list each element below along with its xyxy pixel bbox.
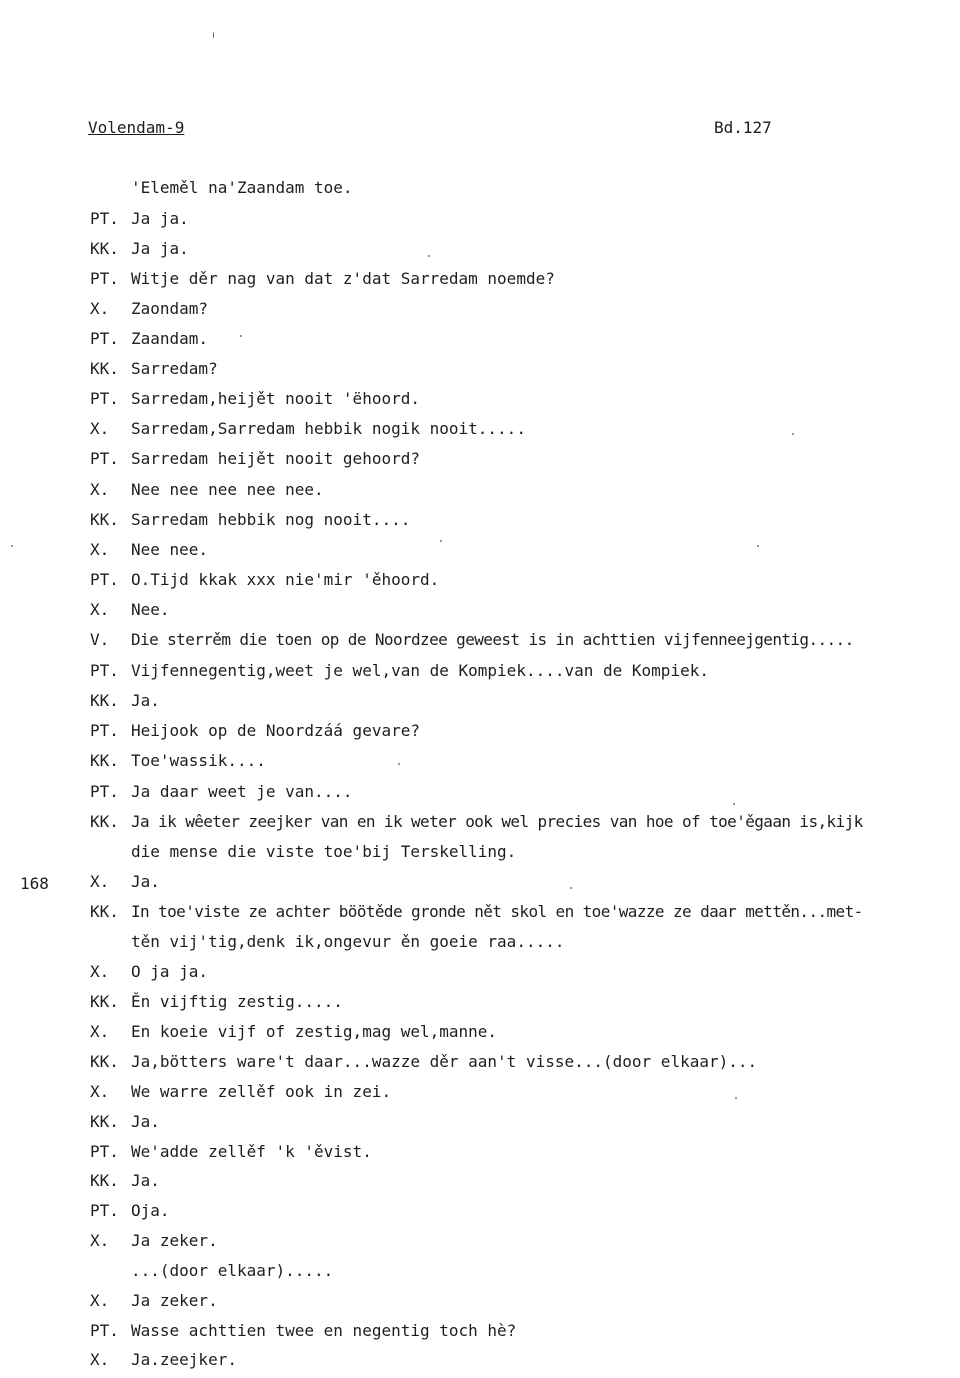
speaker-label: X. (90, 1082, 110, 1101)
speaker-label: X. (90, 540, 110, 559)
speaker-label: KK. (90, 1171, 119, 1190)
utterance-text: Witje děr nag van dat z'dat Sarredam noemde? (131, 269, 555, 288)
utterance-text: Ja ik wêeter zeejker van en ik weter ook wel precies van hoe of toe'ěgaan is,kijk (131, 812, 863, 831)
speaker-label: KK. (90, 751, 119, 770)
utterance-text: Oja. (131, 1201, 170, 1220)
speaker-label: X. (90, 1291, 110, 1310)
speaker-label: X. (90, 480, 110, 499)
scan-speck (11, 545, 13, 547)
scan-speck (792, 433, 794, 435)
utterance-text: Sarredam hebbik nog nooit.... (131, 510, 411, 529)
utterance-text: Ja.zeejker. (131, 1350, 237, 1369)
speaker-label: PT. (90, 1321, 119, 1340)
scan-speck (240, 335, 242, 337)
scan-speck (570, 887, 572, 889)
speaker-label: KK. (90, 691, 119, 710)
utterance-text: Sarredam,Sarredam hebbik nogik nooit..... (131, 419, 526, 438)
utterance-text: Ja. (131, 1171, 160, 1190)
utterance-text: In toe'viste ze achter böötěde gronde nět skol en toe'wazze ze daar mettěn...met- (131, 902, 863, 921)
utterance-text: We'adde zellěf 'k 'ěvist. (131, 1142, 372, 1161)
utterance-text: Zaandam. (131, 329, 209, 348)
utterance-text: We warre zellěf ook in zei. (131, 1082, 392, 1101)
speaker-label: X. (90, 1231, 110, 1250)
speaker-label: PT. (90, 570, 119, 589)
utterance-text: die mense die viste toe'bij Terskelling. (131, 842, 517, 861)
speaker-label: X. (90, 600, 110, 619)
speaker-label: PT. (90, 1201, 119, 1220)
utterance-text: ...(door elkaar)..... (131, 1261, 334, 1280)
speaker-label: KK. (90, 1112, 119, 1131)
speaker-label: PT. (90, 782, 119, 801)
scan-speck (213, 32, 214, 38)
utterance-text: Die sterrěm die toen op de Noordzee geweest is in achttien vijfenneejgentig..... (131, 630, 854, 649)
utterance-text: Nee nee. (131, 540, 209, 559)
utterance-text: Ěn vijftig zestig..... (131, 992, 343, 1011)
speaker-label: PT. (90, 661, 119, 680)
utterance-text: Zaondam? (131, 299, 209, 318)
margin-number: 168 (20, 874, 49, 893)
utterance-text: Ja daar weet je van.... (131, 782, 353, 801)
utterance-text: těn vij'tig,denk ik,ongevur ěn goeie raa..... (131, 932, 565, 951)
utterance-text: Ja. (131, 691, 160, 710)
utterance-text: Ja ja. (131, 209, 189, 228)
utterance-text: Ja ja. (131, 239, 189, 258)
speaker-label: V. (90, 630, 110, 649)
scan-speck (398, 763, 400, 765)
speaker-label: KK. (90, 359, 119, 378)
utterance-text: O.Tijd kkak xxx nie'mir 'ěhoord. (131, 570, 440, 589)
utterance-text: Vijfennegentig,weet je wel,van de Kompiek....van de Kompiek. (131, 661, 709, 680)
utterance-text: Ja. (131, 872, 160, 891)
utterance-text: Sarredam? (131, 359, 218, 378)
scan-speck (735, 1097, 737, 1099)
speaker-label: X. (90, 419, 110, 438)
scan-speck (440, 540, 442, 542)
speaker-label: X. (90, 962, 110, 981)
utterance-text: Ja zeker. (131, 1291, 218, 1310)
speaker-label: KK. (90, 1052, 119, 1071)
speaker-label: X. (90, 299, 110, 318)
speaker-label: PT. (90, 269, 119, 288)
speaker-label: KK. (90, 510, 119, 529)
speaker-label: X. (90, 1350, 110, 1369)
utterance-text: En koeie vijf of zestig,mag wel,manne. (131, 1022, 498, 1041)
utterance-text: Nee. (131, 600, 170, 619)
utterance-text: Ja,bötters ware't daar...wazze děr aan't visse...(door elkaar)... (131, 1052, 758, 1071)
page-reference: Bd.127 (714, 118, 772, 137)
utterance-text: Toe'wassik.... (131, 751, 266, 770)
document-title: Volendam-9 (88, 118, 185, 137)
speaker-label: KK. (90, 992, 119, 1011)
utterance-text: Sarredam,heijět nooit 'ëhoord. (131, 389, 420, 408)
speaker-label: KK. (90, 812, 119, 831)
utterance-text: Wasse achttien twee en negentig toch hè? (131, 1321, 517, 1340)
speaker-label: X. (90, 1022, 110, 1041)
utterance-text: Heijook op de Noordzáá gevare? (131, 721, 420, 740)
speaker-label: PT. (90, 389, 119, 408)
utterance-text: Sarredam heijět nooit gehoord? (131, 449, 420, 468)
utterance-text: 'Eleměl na'Zaandam toe. (131, 178, 353, 197)
utterance-text: Nee nee nee nee nee. (131, 480, 324, 499)
speaker-label: X. (90, 872, 110, 891)
speaker-label: PT. (90, 329, 119, 348)
utterance-text: Ja. (131, 1112, 160, 1131)
speaker-label: KK. (90, 239, 119, 258)
speaker-label: PT. (90, 209, 119, 228)
speaker-label: PT. (90, 1142, 119, 1161)
scan-speck (733, 803, 735, 805)
scan-speck (757, 545, 759, 547)
utterance-text: Ja zeker. (131, 1231, 218, 1250)
utterance-text: O ja ja. (131, 962, 209, 981)
scan-speck (428, 255, 430, 257)
speaker-label: PT. (90, 449, 119, 468)
speaker-label: KK. (90, 902, 119, 921)
speaker-label: PT. (90, 721, 119, 740)
